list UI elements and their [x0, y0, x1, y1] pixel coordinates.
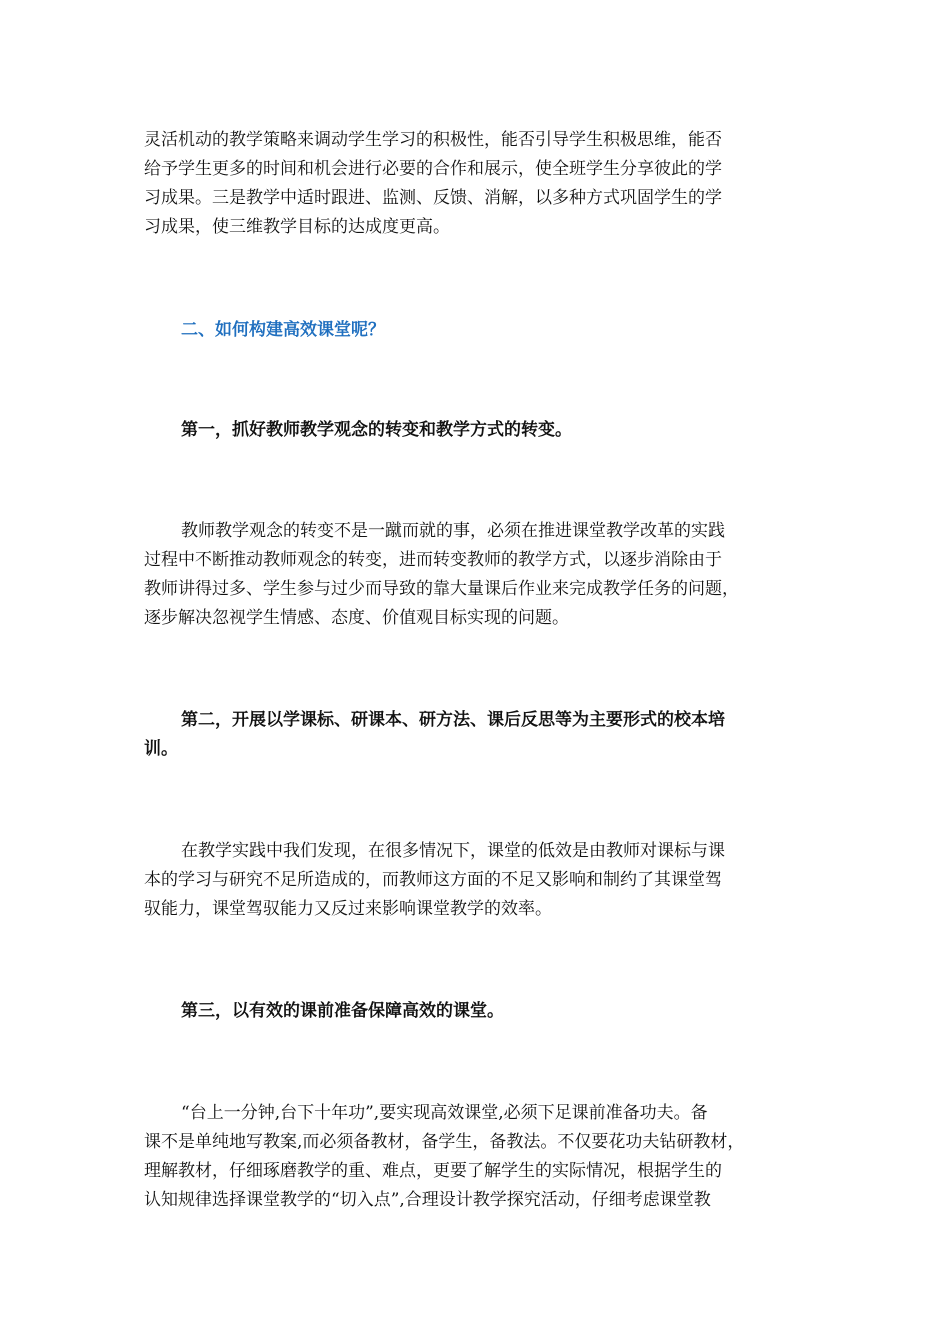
section-title: 二、如何构建高效课堂呢？: [181, 320, 385, 340]
subheading-text: 第二，开展以学课标、研课本、研方法、课后反思等为主要形式的校本培: [181, 710, 725, 730]
paragraph-line: 过程中不断推动教师观念的转变，进而转变教师的教学方式，以逐步消除由于: [144, 550, 722, 570]
paragraph-line: 理解教材，仔细琢磨教学的重、难点，更要了解学生的实际情况，根据学生的: [144, 1161, 722, 1181]
paragraph-line: 在教学实践中我们发现，在很多情况下，课堂的低效是由教师对课标与课: [181, 841, 725, 861]
paragraph-intro-continued: [144, 126, 810, 242]
subheading-third: [144, 997, 810, 1026]
paragraph-line: 课不是单纯地写教案,而必须备教材，备学生，备教法。不仅要花功夫钻研教材，: [144, 1132, 745, 1152]
paragraph-line: 驭能力，课堂驾驭能力又反过来影响课堂教学的效率。: [144, 899, 552, 919]
subheading-first: [144, 416, 810, 445]
paragraph-line: 教师教学观念的转变不是一蹴而就的事，必须在推进课堂教学改革的实践: [181, 521, 725, 541]
paragraph-line: 逐步解决忽视学生情感、态度、价值观目标实现的问题。: [144, 608, 569, 628]
paragraph-line: 给予学生更多的时间和机会进行必要的合作和展示，使全班学生分享彼此的学: [144, 159, 722, 179]
paragraph-line: 灵活机动的教学策略来调动学生学习的积极性，能否引导学生积极思维，能否: [144, 130, 722, 150]
section-heading: [144, 316, 810, 345]
subheading-text: 第三，以有效的课前准备保障高效的课堂。: [181, 1001, 504, 1021]
paragraph-second: [144, 837, 810, 924]
paragraph-line: “台上一分钟,台下十年功”,要实现高效课堂,必须下足课前准备功夫。备: [181, 1103, 708, 1123]
paragraph-line: 教师讲得过多、学生参与过少而导致的靠大量课后作业来完成教学任务的问题，: [144, 579, 739, 599]
paragraph-line: 习成果。三是教学中适时跟进、监测、反馈、消解，以多种方式巩固学生的学: [144, 188, 722, 208]
subheading-text: 训。: [144, 739, 178, 759]
paragraph-first: [144, 517, 810, 633]
paragraph-third: [144, 1099, 810, 1215]
paragraph-line: 本的学习与研究不足所造成的，而教师这方面的不足又影响和制约了其课堂驾: [144, 870, 722, 890]
paragraph-line: 习成果，使三维教学目标的达成度更高。: [144, 217, 450, 237]
subheading-second: [144, 706, 810, 764]
paragraph-line: 认知规律选择课堂教学的“切入点”,合理设计教学探究活动，仔细考虑课堂教: [144, 1190, 711, 1210]
subheading-text: 第一，抓好教师教学观念的转变和教学方式的转变。: [181, 420, 572, 440]
